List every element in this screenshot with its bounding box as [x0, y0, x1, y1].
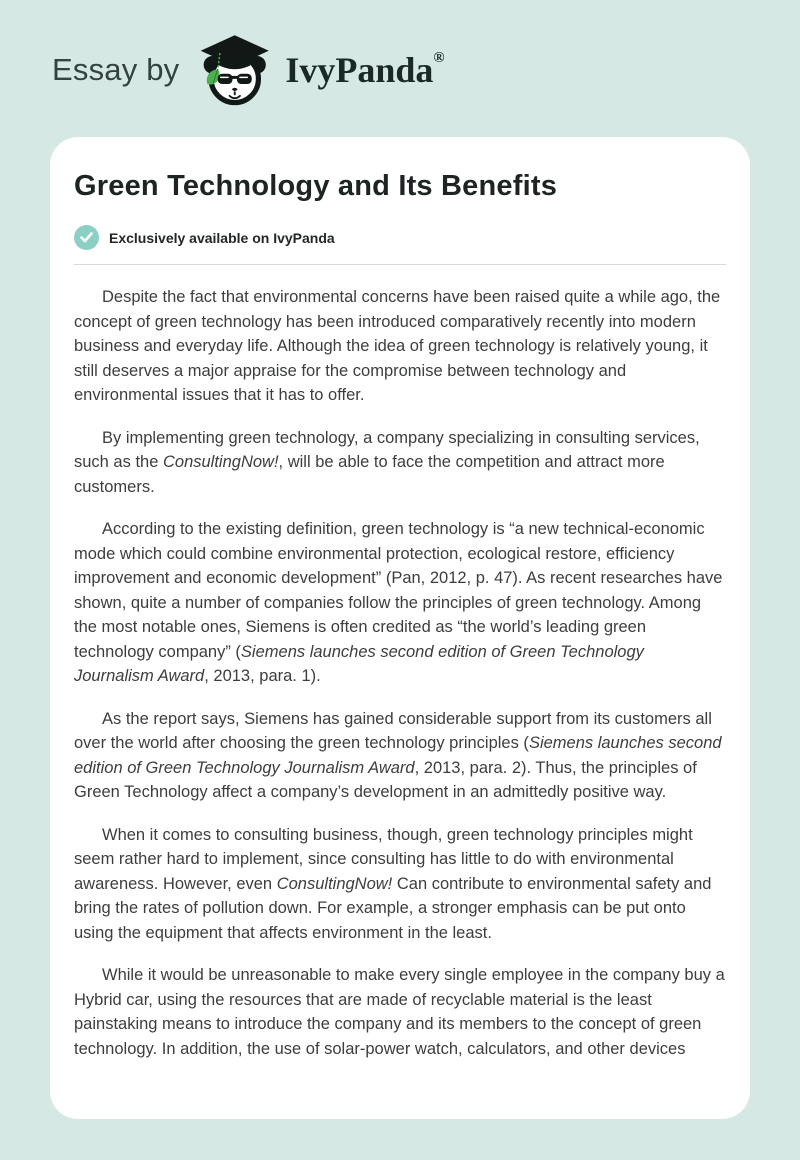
text-segment: Can contribute to environmental safety and bring the rates of pollution down. For example, a stronger emphasis can be put onto using the equipment that affects environment in the least.	[74, 874, 712, 942]
brand-text: IvyPanda	[285, 50, 434, 90]
text-segment: , will be able to face the competition and attract more customers.	[74, 453, 665, 496]
italic-text-segment: ConsultingNow!	[276, 874, 393, 893]
essay-paragraph	[74, 426, 726, 500]
availability-text: Exclusively available on IvyPanda	[109, 229, 335, 246]
essay-card	[50, 137, 750, 1119]
brand-name	[285, 49, 444, 91]
text-segment: By implementing green technology, a company specializing in consulting services, such as the	[74, 428, 700, 471]
italic-text-segment: Siemens launches second edition of Green Technology Journalism Award	[74, 642, 644, 685]
text-segment: Despite the fact that environmental concerns have been raised quite a while ago, the concept of green technology has been introduced comparatively recently into modern business and everyday life. Although the idea of green technology is relatively young, it still deserves a major appraise for the compromise between technology and environmental issues that it has to offer.	[74, 288, 721, 404]
text-segment: According to the existing definition, green technology is “a new technical-economic mode which could combine environmental protection, ecological restore, efficiency improvement and economic development” (Pan, 2012, p. 47). As recent researches have shown, quite a number of companies follow the principles of green technology. Among the most notable ones, Siemens is often credited as “the world’s leading green technology company” (	[74, 520, 723, 661]
registered-mark: ®	[433, 50, 445, 66]
essay-paragraph	[74, 707, 726, 805]
essay-paragraph	[74, 963, 726, 1061]
text-segment: As the report says, Siemens has gained considerable support from its customers all over the world after choosing the green technology principles (	[74, 709, 712, 752]
text-segment: , 2013, para. 1).	[204, 667, 321, 685]
essay-paragraph	[74, 823, 726, 946]
essay-paragraph	[74, 517, 726, 689]
availability-badge	[74, 225, 726, 250]
essay-paragraph	[74, 285, 726, 408]
text-segment: , 2013, para. 2). Thus, the principles of Green Technology affect a company’s development in an admittedly positive way.	[74, 758, 697, 801]
panda-graduate-logo-icon	[195, 33, 273, 107]
essay-by-label: Essay by	[52, 52, 180, 87]
essay-title: Green Technology and Its Benefits	[74, 170, 558, 202]
page-header	[0, 0, 800, 108]
divider	[74, 264, 726, 265]
italic-text-segment: ConsultingNow!	[162, 453, 279, 471]
checkmark-icon	[74, 225, 99, 250]
text-segment: When it comes to consulting business, though, green technology principles might seem rather hard to implement, since consulting has little to do with environmental awareness. However, even	[74, 825, 693, 893]
essay-body	[74, 285, 726, 1061]
text-segment: While it would be unreasonable to make every single employee in the company buy a Hybrid car, using the resources that are made of recyclable material is the least painstaking means to introduce the company and its members to the concept of green technology. In addition, the use of solar-power watch, calculators, and other devices	[74, 966, 725, 1058]
italic-text-segment: Siemens launches second edition of Green Technology Journalism Award	[74, 734, 722, 777]
